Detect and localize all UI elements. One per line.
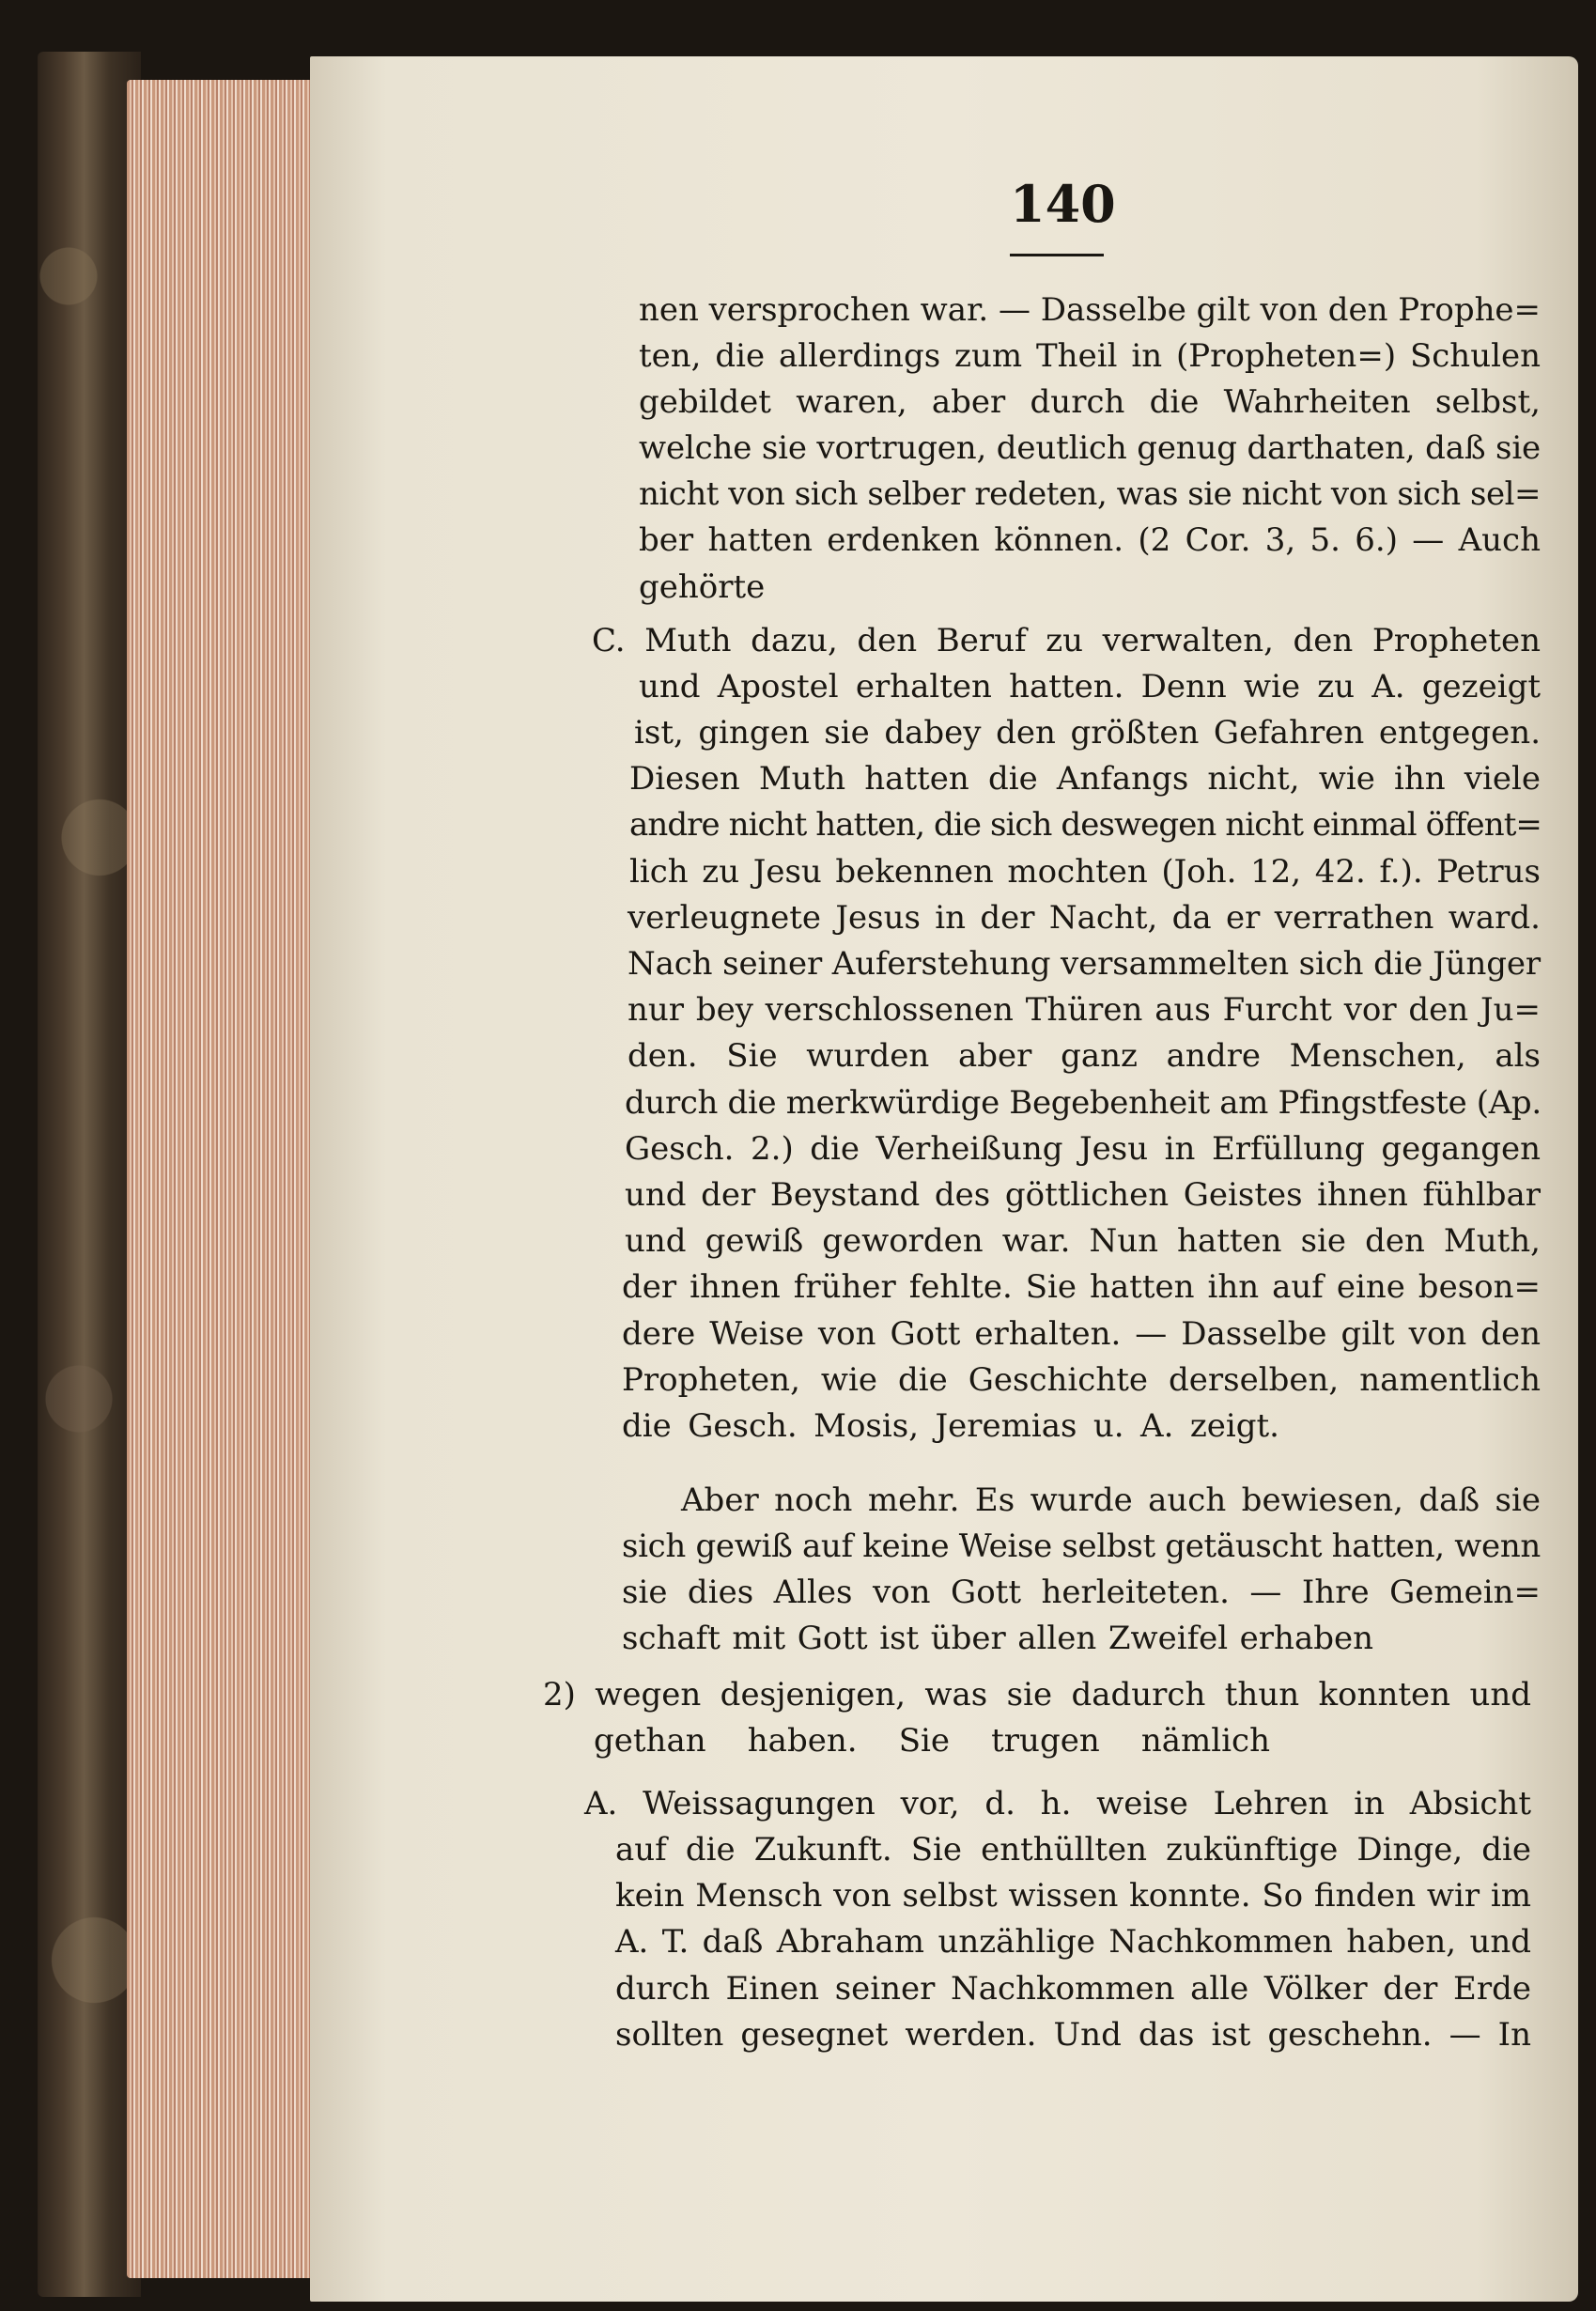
marbled-cover bbox=[38, 52, 141, 2297]
text-line: dere Weise von Gott erhalten. — Dasselbe gilt von den bbox=[622, 1315, 1541, 1353]
text-line: nen versprochen war. — Dasselbe gilt von den Prophe= bbox=[639, 291, 1541, 329]
text-line: sie dies Alles von Gott herleiteten. — Ihre Gemein= bbox=[622, 1574, 1541, 1611]
text-line: nur bey verschlossenen Thüren aus Furcht vor den Ju= bbox=[628, 991, 1541, 1029]
text-line: ber hatten erdenken können. (2 Cor. 3, 5. 6.) — Auch bbox=[639, 521, 1541, 559]
text-line: kein Mensch von selbst wissen konnte. So finden wir im bbox=[615, 1877, 1531, 1915]
text-line: schaft mit Gott ist über allen Zweifel erhaben bbox=[622, 1620, 1373, 1657]
text-line: auf die Zukunft. Sie enthüllten zukünftige Dinge, die bbox=[615, 1831, 1531, 1869]
text-line: sollten gesegnet werden. Und das ist geschehn. — In bbox=[615, 2016, 1531, 2054]
text-line: verleugnete Jesus in der Nacht, da er verrathen ward. bbox=[628, 899, 1541, 937]
text-line: und Apostel erhalten hatten. Denn wie zu A. gezeigt bbox=[639, 668, 1541, 706]
text-line: sich gewiß auf keine Weise selbst getäuscht hatten, wenn bbox=[622, 1528, 1541, 1565]
text-line: welche sie vortrugen, deutlich genug darthaten, daß sie bbox=[639, 429, 1541, 467]
text-line: ten, die allerdings zum Theil in (Propheten=) Schulen bbox=[639, 337, 1541, 375]
text-line: Diesen Muth hatten die Anfangs nicht, wie ihn viele bbox=[629, 760, 1541, 798]
text-line: A. Weissagungen vor, d. h. weise Lehren in Absicht bbox=[584, 1785, 1531, 1822]
text-line: C. Muth dazu, den Beruf zu verwalten, den Propheten bbox=[592, 622, 1541, 659]
text-line: Gesch. 2.) die Verheißung Jesu in Erfüllung gegangen bbox=[625, 1130, 1541, 1168]
book-spine bbox=[38, 52, 141, 2297]
text-line: A. T. daß Abraham unzählige Nachkommen haben, und bbox=[615, 1923, 1531, 1961]
text-line: Aber noch mehr. Es wurde auch bewiesen, daß sie bbox=[681, 1481, 1541, 1519]
header-rule bbox=[1010, 254, 1104, 256]
text-line: Propheten, wie die Geschichte derselben, namentlich bbox=[622, 1361, 1541, 1399]
text-line: 2) wegen desjenigen, was sie dadurch thun konnten und bbox=[543, 1676, 1531, 1714]
text-line: lich zu Jesu bekennen mochten (Joh. 12, 42. f.). Petrus bbox=[629, 853, 1541, 891]
text-line: gehörte bbox=[639, 568, 766, 606]
text-line: nicht von sich selber redeten, was sie nicht von sich sel= bbox=[639, 475, 1541, 513]
text-line: den. Sie wurden aber ganz andre Menschen, als bbox=[628, 1037, 1541, 1075]
text-line: und gewiß geworden war. Nun hatten sie den Muth, bbox=[625, 1222, 1541, 1260]
text-line: ist, gingen sie dabey den größten Gefahren entgegen. bbox=[634, 714, 1541, 752]
text-line: Nach seiner Auferstehung versammelten sich die Jünger bbox=[628, 945, 1541, 983]
text-line: durch die merkwürdige Begebenheit am Pfingstfeste (Ap. bbox=[625, 1084, 1542, 1122]
text-line: andre nicht hatten, die sich deswegen nicht einmal öffent= bbox=[629, 806, 1542, 844]
text-line: der ihnen früher fehlte. Sie hatten ihn auf eine beson= bbox=[622, 1268, 1541, 1306]
text-line: gethan haben. Sie trugen nämlich bbox=[594, 1722, 1270, 1760]
page-number: 140 bbox=[1010, 174, 1116, 234]
text-line: durch Einen seiner Nachkommen alle Völker der Erde bbox=[615, 1970, 1531, 2008]
page-edges bbox=[127, 80, 315, 2278]
text-line: und der Beystand des göttlichen Geistes ihnen fühlbar bbox=[625, 1176, 1541, 1214]
text-line: gebildet waren, aber durch die Wahrheiten selbst, bbox=[639, 383, 1541, 421]
text-line: die Gesch. Mosis, Jeremias u. A. zeigt. bbox=[622, 1407, 1279, 1445]
